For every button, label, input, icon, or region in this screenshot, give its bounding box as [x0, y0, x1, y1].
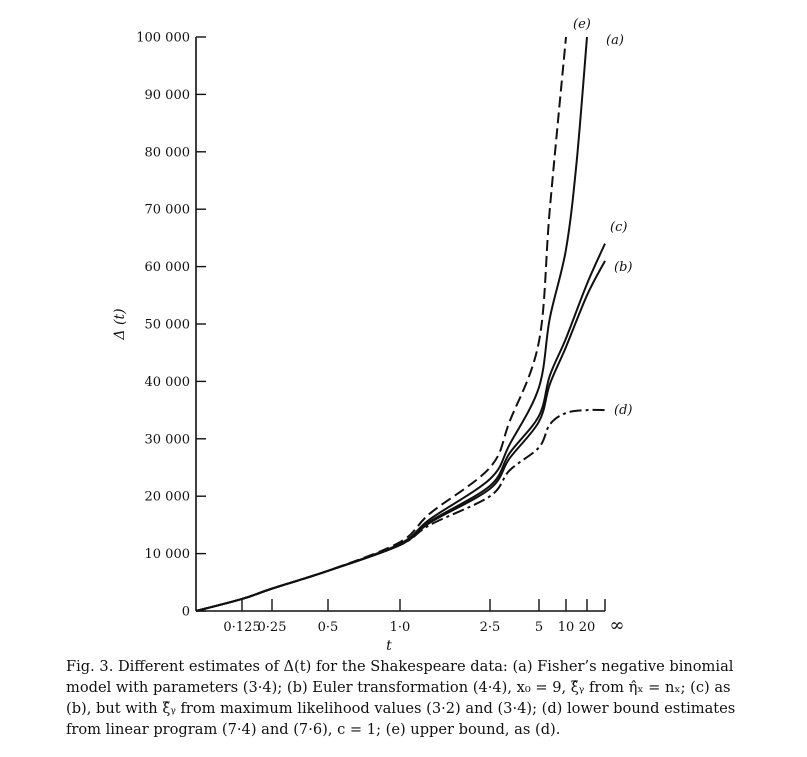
- x-tick-label: 2·5: [479, 620, 501, 635]
- x-tick-label: 0·5: [317, 620, 339, 635]
- x-tick-label: 20: [578, 620, 596, 635]
- y-tick-label: 40 000: [144, 374, 190, 390]
- caption-line-4: from linear program (7·4) and (7·6), c = 1; (e) upper bound, as (d).: [66, 721, 561, 738]
- caption-line-1: Fig. 3. Different estimates of Δ(t) for the Shakespeare data: (a) Fisher’s negative binomial: [66, 658, 734, 675]
- series-group: [196, 17, 632, 611]
- figure-caption: [66, 656, 801, 740]
- series-label-c: (c): [610, 220, 628, 235]
- y-tick-label: 60 000: [144, 260, 190, 276]
- caption-line-3: (b), but with ξ̂ᵧ from maximum likelihood values (3·2) and (3·4); (d) lower bound estimates: [66, 700, 736, 717]
- caption-line-2: model with parameters (3·4); (b) Euler transformation (4·4), x₀ = 9, ξ̂ᵧ from η̂ₓ = nₓ; (c) as: [66, 679, 731, 696]
- x-tick-label: 0·25: [257, 620, 287, 635]
- x-tick-label: 5: [534, 620, 544, 635]
- x-axis: [196, 599, 625, 636]
- y-tick-label: 30 000: [144, 432, 190, 448]
- x-tick-label: 10: [557, 620, 575, 635]
- y-tick-label: 80 000: [144, 145, 190, 161]
- series-label-b: (b): [614, 260, 633, 275]
- y-tick-label: 90 000: [144, 87, 190, 103]
- y-tick-label: 10 000: [144, 547, 190, 563]
- series-line-a: [196, 37, 587, 611]
- series-label-e: (e): [573, 17, 591, 32]
- y-tick-label: 0: [181, 604, 190, 620]
- series-line-e: [196, 37, 566, 611]
- series-line-d: [196, 410, 605, 611]
- y-axis-label: Δ (t): [112, 308, 128, 340]
- x-axis-label: t: [386, 638, 392, 654]
- y-tick-label: 50 000: [144, 317, 190, 333]
- series-label-a: (a): [606, 33, 624, 48]
- y-axis: [136, 31, 206, 620]
- x-tick-label: ∞: [609, 615, 625, 636]
- y-tick-label: 70 000: [144, 202, 190, 218]
- y-tick-label: 20 000: [144, 489, 190, 505]
- series-label-d: (d): [614, 403, 633, 418]
- y-tick-label: 100 000: [136, 30, 190, 46]
- x-tick-label: 0·125: [223, 620, 261, 635]
- x-tick-label: 1·0: [389, 620, 411, 635]
